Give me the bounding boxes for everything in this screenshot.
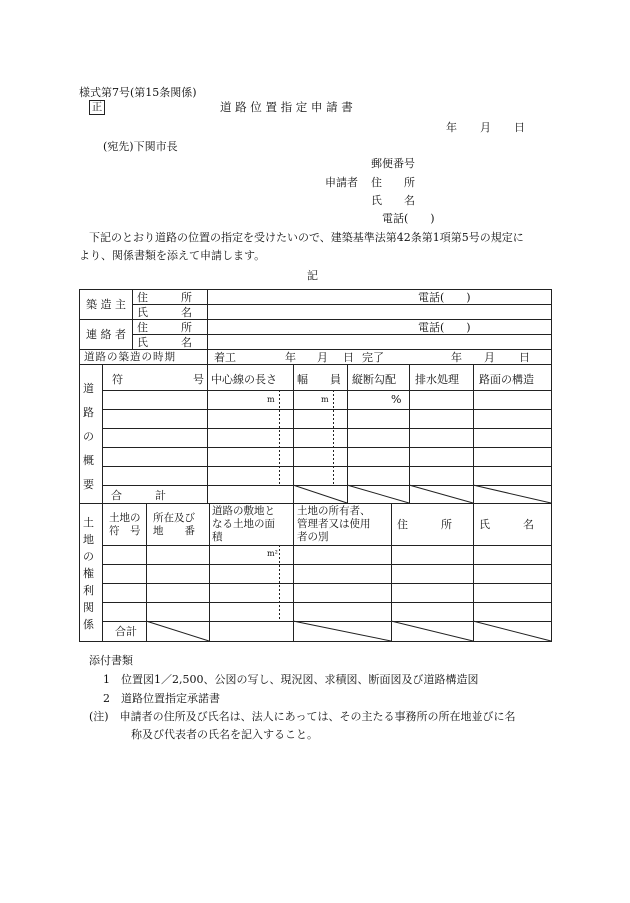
- owner-header-line-2: 管理者又は使用: [297, 518, 371, 530]
- builder-name-label: 氏 名: [137, 306, 192, 319]
- start-month: 月: [317, 351, 328, 364]
- intro-line-1: 下記のとおり道路の位置の指定を受けたいので、建築基準法第42条第1項第5号の規定に: [89, 231, 524, 244]
- surface-header: 路面の構造: [479, 373, 534, 386]
- form-number: 様式第7号(第15条関係): [79, 86, 197, 99]
- applicant-name-label: 氏 名: [371, 194, 415, 207]
- land-sign-header-line-2: 符 号: [109, 525, 141, 537]
- land-total-label: 合計: [115, 625, 137, 638]
- land-rights-vertical-2: 地: [83, 533, 94, 546]
- land-name-header: 氏 名: [479, 518, 534, 531]
- land-address-header: 住 所: [397, 518, 452, 531]
- land-rights-vertical-7: 係: [83, 618, 94, 631]
- road-summary-vertical-2: 路: [83, 406, 94, 419]
- area-unit: m²: [267, 549, 278, 558]
- finish-label: 完了: [362, 351, 384, 364]
- area-header-line-1: 道路の敷地と: [212, 505, 275, 517]
- construction-period-label: 道路の築造の時期: [84, 351, 176, 363]
- land-rights-vertical-6: 関: [83, 601, 94, 614]
- ki-label: 記: [307, 269, 318, 282]
- start-year: 年: [285, 351, 296, 364]
- attachment-item-2: 2 道路位置指定承諾書: [103, 692, 220, 705]
- note-line-1: (注) 申請者の住所及び氏名は、法人にあっては、その主たる事務所の所在地並びに名: [89, 710, 516, 723]
- road-summary-vertical-5: 要: [83, 478, 94, 491]
- applicant-phone-label: 電話( ): [382, 212, 435, 225]
- road-sign-header-a: 符: [112, 373, 123, 386]
- intro-line-2: より、関係書類を添えて申請します。: [79, 249, 266, 262]
- finish-year: 年: [451, 351, 462, 364]
- drainage-header: 排水処理: [415, 373, 459, 386]
- note-line-2: 称及び代表者の氏名を記入すること。: [131, 728, 318, 741]
- land-sign-header-line-1: 土地の: [109, 512, 141, 524]
- width-unit: m: [321, 395, 329, 404]
- width-header-b: 員: [330, 373, 341, 386]
- builder-address-label: 住 所: [137, 291, 192, 304]
- date-month: 月: [480, 121, 491, 134]
- contact-label: 連 絡 者: [86, 328, 126, 341]
- owner-header-line-1: 土地の所有者、: [297, 505, 371, 517]
- contact-name-label: 氏 名: [137, 336, 192, 349]
- date-year: 年: [446, 121, 457, 134]
- contact-address-label: 住 所: [137, 321, 192, 334]
- attachment-item-1: 1 位置図1／2,500、公図の写し、現況図、求積図、断面図及び道路構造図: [103, 673, 479, 686]
- width-header-a: 幅: [297, 373, 308, 386]
- addressee: (宛先)下関市長: [103, 140, 178, 153]
- road-summary-vertical-3: の: [83, 430, 94, 443]
- owner-header-line-3: 者の別: [297, 531, 329, 543]
- applicant-address-label: 住 所: [371, 176, 415, 189]
- contact-phone-label: 電話( ): [418, 321, 471, 334]
- builder-label: 築 造 主: [86, 298, 126, 311]
- area-header-line-2: なる土地の面: [212, 518, 275, 530]
- area-header-line-3: 積: [212, 531, 223, 543]
- road-sign-header-b: 号: [193, 373, 204, 386]
- gradient-unit: %: [391, 393, 402, 406]
- road-summary-vertical-4: 概: [83, 454, 94, 467]
- land-rights-vertical-1: 土: [83, 516, 94, 529]
- land-rights-vertical-5: 利: [83, 584, 94, 597]
- finish-month: 月: [484, 351, 495, 364]
- location-header-line-2: 地 番: [153, 525, 195, 537]
- builder-phone-label: 電話( ): [418, 291, 471, 304]
- center-length-header: 中心線の長さ: [211, 373, 277, 386]
- applicant-label: 申請者: [325, 176, 358, 189]
- start-label: 着工: [214, 351, 236, 364]
- road-summary-vertical-1: 道: [83, 382, 94, 395]
- land-rights-vertical-3: の: [83, 550, 94, 563]
- finish-day: 日: [519, 351, 530, 364]
- length-unit: m: [267, 395, 275, 404]
- document-title: 道 路 位 置 指 定 申 請 書: [220, 100, 353, 114]
- seal-box: 正: [89, 100, 105, 115]
- location-header-line-1: 所在及び: [153, 512, 195, 524]
- attachments-heading: 添付書類: [89, 654, 133, 667]
- land-rights-vertical-4: 権: [83, 567, 94, 580]
- road-total-label: 合 計: [111, 489, 166, 502]
- start-day: 日: [343, 351, 354, 364]
- postal-code-label: 郵便番号: [371, 157, 415, 170]
- gradient-header: 縦断勾配: [352, 373, 396, 386]
- date-day: 日: [514, 121, 525, 134]
